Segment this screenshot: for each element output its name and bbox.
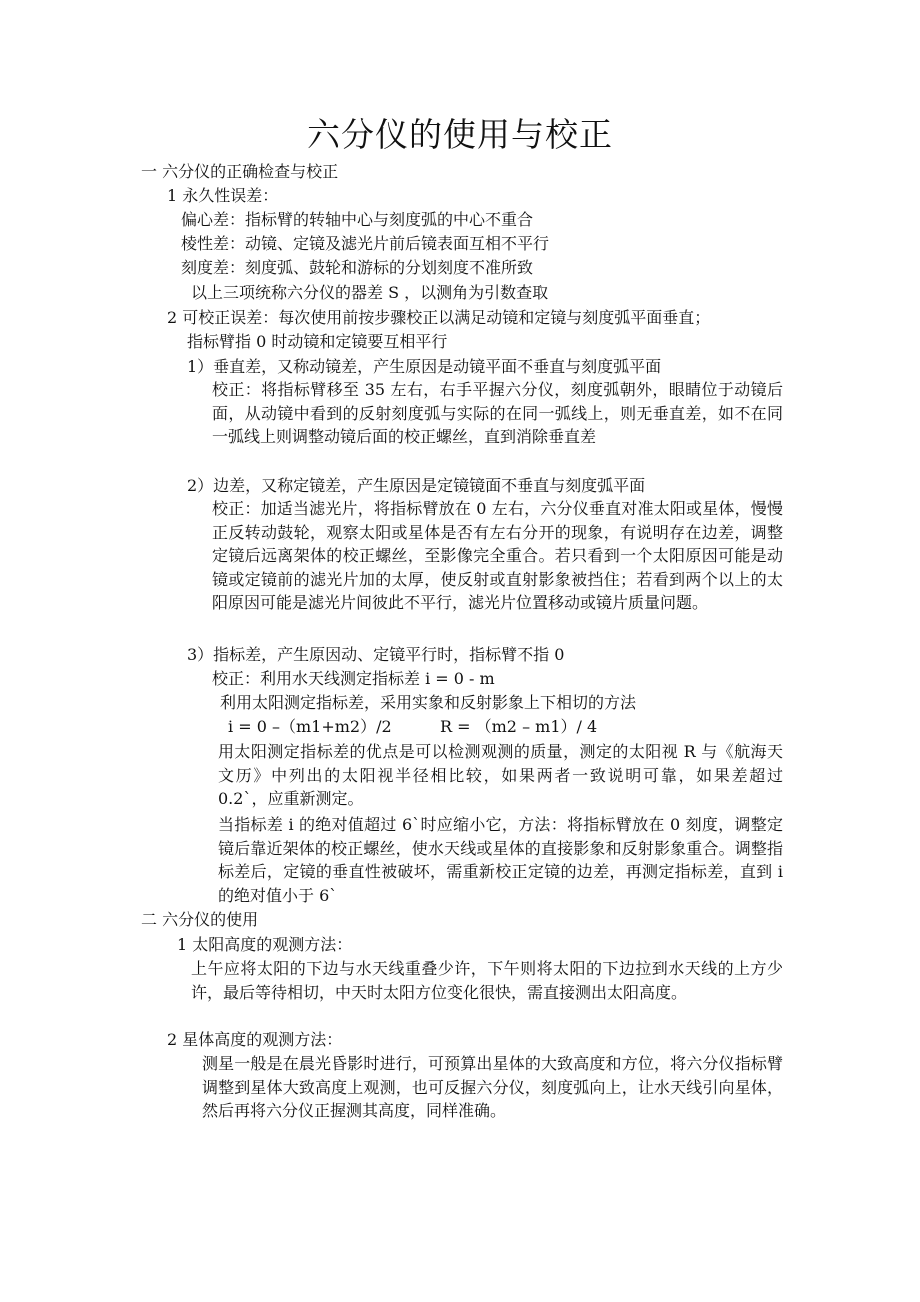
- instrument-error-summary: 以上三项统称六分仪的器差 S ，以测角为引数查取: [191, 283, 549, 302]
- correctable-error-continuation: 指标臂指 0 时动镜和定镜要互相平行: [187, 332, 448, 351]
- index-error-reduction-text: 当指标差 i 的绝对值超过 6`时应缩小它，方法：将指标臂放在 0 刻度，调整定镜后靠近架体的校正螺丝，使水天线或星体的直接影象和反射影象重合。调整指标差后，定镜的垂直性被破坏，需重新校正定镜的边差，再测定指标差，直到 i 的绝对值小于 6`: [218, 815, 783, 905]
- perpendicularity-correction-text: 校正：将指标臂移至 35 左右，右手平握六分仪，刻度弧朝外，眼睛位于动镜后面，从动镜中看到的反射刻度弧与实际的在同一弧线上，则无垂直差，如不在同一弧线上则调整动镜后面的校正螺丝，直到消除垂直差: [212, 380, 783, 447]
- star-altitude-method-text: 测星一般是在晨光昏影时进行，可预算出星体的大致高度和方位，将六分仪指标臂调整到星体大致高度上观测，也可反握六分仪，刻度弧向上，让水天线引向星体，然后再将六分仪正握测其高度，同样准确。: [202, 1054, 783, 1121]
- subsection-heading-sun-altitude: 1 太阳高度的观测方法：: [177, 935, 353, 954]
- sun-method-advantage-text: 用太阳测定指标差的优点是可以检测观测的质量，测定的太阳视 R 与《航海天文历》中列出的太阳视半径相比较，如果两者一致说明可靠，如果差超过 0.2`，应重新测定。: [218, 742, 783, 809]
- sun-altitude-method-text: 上午应将太阳的下边与水天线重叠少许，下午则将太阳的下边拉到水天线的上方少许，最后等待相切，中天时太阳方位变化很快，需直接测出太阳高度。: [191, 959, 783, 1002]
- formula-semidiameter: R = （m2 – m1）/ 4: [440, 717, 598, 736]
- graduation-error-line: 刻度差：刻度弧、鼓轮和游标的分划刻度不准所致: [181, 258, 534, 277]
- side-error-correction-text: 校正：加适当滤光片，将指标臂放在 0 左右，六分仪垂直对准太阳或星体，慢慢正反转动鼓轮，观察太阳或星体是否有左右分开的现象，有说明存在边差，调整定镜后远离架体的校正螺丝，至影像完全重合。若只看到一个太阳原因可能是动镜或定镜前的滤光片加的太厚，使反射或直射影象被挡住；若看到两个以上的太阳原因可能是滤光片间彼此不平行，滤光片位置移动或镜片质量问题。: [212, 499, 783, 613]
- item-heading-perpendicularity-error: 1）垂直差，又称动镜差，产生原因是动镜平面不垂直与刻度弧平面: [187, 357, 662, 376]
- eccentricity-error-line: 偏心差：指标臂的转轴中心与刻度弧的中心不重合: [181, 210, 534, 229]
- item-heading-index-error: 3）指标差，产生原因动、定镜平行时，指标臂不指 0: [187, 645, 565, 664]
- page-title: 六分仪的使用与校正: [307, 115, 613, 154]
- prism-error-line: 棱性差：动镜、定镜及滤光片前后镜表面互相不平行: [181, 234, 550, 253]
- subsection-heading-permanent-error: 1 永久性误差：: [167, 186, 279, 205]
- section-heading-2: 二 六分仪的使用: [141, 910, 259, 929]
- index-error-sun-method: 利用太阳测定指标差，采用实象和反射影象上下相切的方法: [220, 693, 637, 712]
- item-heading-side-error: 2）边差，又称定镜差，产生原因是定镜镜面不垂直与刻度弧平面: [187, 476, 646, 495]
- formula-index-error: i = 0 –（m1+m2）/2: [228, 717, 392, 736]
- section-heading-1: 一 六分仪的正确检查与校正: [141, 162, 339, 181]
- subsection-heading-correctable-error: 2 可校正误差：每次使用前按步骤校正以满足动镜和定镜与刻度弧平面垂直；: [167, 308, 711, 327]
- subsection-heading-star-altitude: 2 星体高度的观测方法：: [167, 1030, 343, 1049]
- index-error-horizon-method: 校正：利用水天线测定指标差 i = 0 - m: [212, 669, 495, 688]
